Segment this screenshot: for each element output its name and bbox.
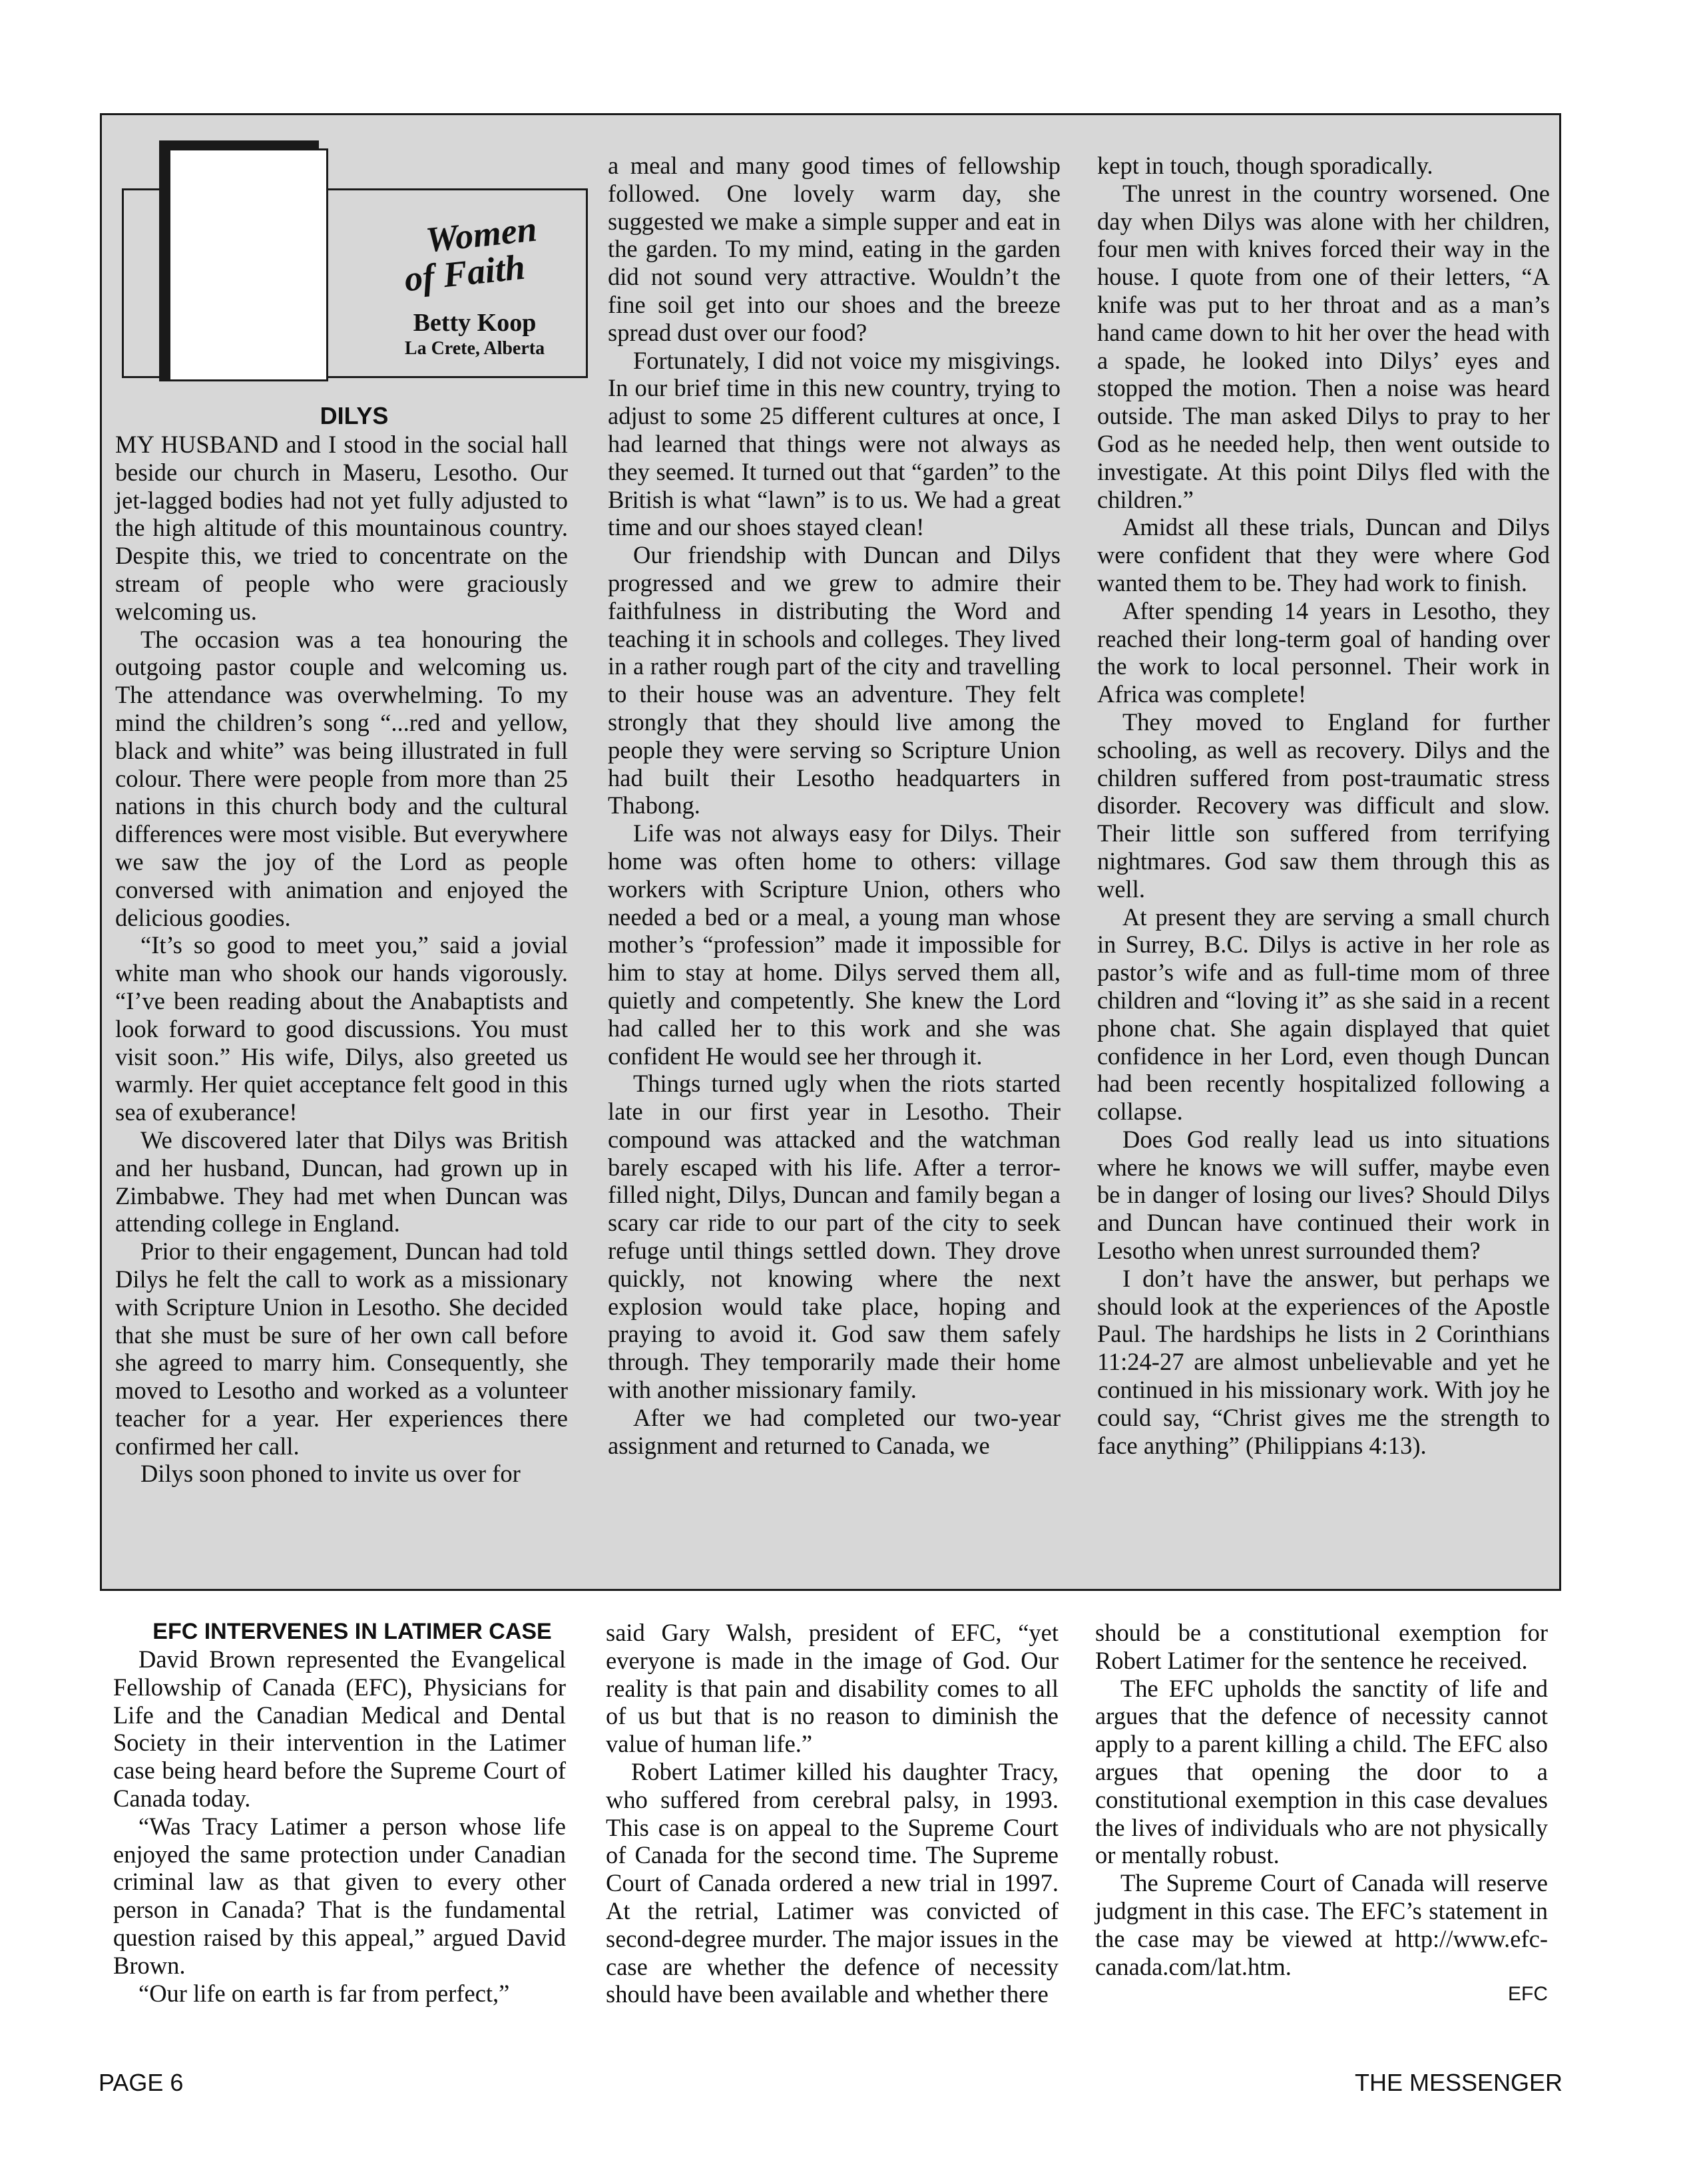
article1-column-3: [1097, 152, 1550, 1459]
lead-in-caps: MY HUSBAND: [115, 431, 279, 458]
article1-paragraph: Things turned ugly when the riots started late in our first year in Lesotho. Their compound was attacked and the watchman barely escaped with his life. After a terror-filled night, Dilys, Duncan and family began a scary car ride to our part of the city to seek refuge until things settled down. They drove quickly, not knowing where the next explosion would take place, hoping and praying to avoid it. God saw them safely through. They temporarily made their home with another missionary family.: [608, 1070, 1061, 1404]
article1-column-2: [608, 152, 1061, 1459]
article2-heading: EFC INTERVENES IN LATIMER CASE: [152, 1619, 552, 1644]
article1-heading: DILYS: [320, 402, 389, 429]
article1-paragraph: At present they are serving a small church in Surrey, B.C. Dilys is active in her role as pastor’s wife and as full-time mom of three children and “loving it” as she said in a recent phone chat. She again displayed that quiet confidence in her Lord, even though Duncan had been recently hospitalized following a collapse.: [1097, 903, 1550, 1126]
author-name: Betty Koop: [413, 309, 537, 337]
column-title: [355, 208, 595, 300]
article2-paragraph: The Supreme Court of Canada will reserve judgment in this case. The EFC’s statement in the case may be viewed at http://www.efc-canada.com/lat.htm.: [1095, 1869, 1548, 1980]
article2-paragraph: The EFC upholds the sanctity of life and argues that the defence of necessity cannot apply to a parent killing a child. The EFC also argues that opening the door to a constitutional exemption in this case devalues the lives of individuals who are not physically or mentally robust.: [1095, 1674, 1548, 1869]
article1-paragraph: I don’t have the answer, but perhaps we should look at the experiences of the Apostle Paul. The hardships he lists in 2 Corinthians 11:24-27 are almost unbelievable and yet he continued in his missionary work. With joy he could say, “Christ gives me the strength to face anything” (Philippians 4:13).: [1097, 1264, 1550, 1459]
article2-signoff: EFC: [1508, 1983, 1548, 2006]
article1-paragraph: “It’s so good to meet you,” said a jovial white man who shook our hands vigorously. “I’ve been reading about the Anabaptists and look forward to good discussions. You must visit soon.” His wife, Dilys, also greeted us warmly. Her quiet acceptance felt good in this sea of exuberance!: [115, 931, 568, 1126]
article2-column-3: [1095, 1619, 1548, 2008]
article2-paragraph: said Gary Walsh, president of EFC, “yet everyone is made in the image of God. Our reality is that pain and disability comes to all of us but that is no reason to diminish the value of human life.”: [606, 1619, 1059, 1758]
article2-paragraph: “Our life on earth is far from perfect,”: [138, 1979, 510, 2007]
article1-paragraph: The occasion was a tea honouring the outgoing pastor couple and welcoming us. The attendance was overwhelming. To my mind the children’s song “...red and yellow, black and white” was being illustrated in full colour. There were people from more than 25 nations in this church body and the cultural differences were most visible. But everywhere we saw the joy of the Lord as people conversed with animation and enjoyed the delicious goodies.: [115, 625, 568, 931]
article1-paragraph: Dilys soon phoned to invite us over for: [140, 1460, 521, 1488]
article1-paragraph: MY HUSBAND and I stood in the social hall beside our church in Maseru, Lesotho. Our jet-lagged bodies had not yet fully adjusted to the high altitude of this mountainous country. Despite this, we tried to concentrate on the stream of people who were graciously welcoming us.: [115, 431, 568, 625]
article1-paragraph: kept in touch, though sporadically.: [1097, 152, 1433, 179]
article1-paragraph: After we had completed our two-year assignment and returned to Canada, we: [608, 1403, 1061, 1459]
article1-paragraph: Our friendship with Duncan and Dilys progressed and we grew to admire their faithfulness in distributing the Word and teaching it in schools and colleges. They lived in a rather rough part of the city and travelling to their house was an adventure. They felt strongly that they should live among the people they were serving so Scripture Union had built their Lesotho headquarters in Thabong.: [608, 541, 1061, 819]
article1-paragraph: Does God really lead us into situations where he knows we will suffer, maybe even be in danger of losing our lives? Should Dilys and Duncan have continued their work in Lesotho when unrest surrounded them?: [1097, 1125, 1550, 1265]
author-byline: [355, 308, 595, 360]
author-location: La Crete, Alberta: [404, 338, 545, 359]
publication-name: THE MESSENGER: [1354, 2069, 1562, 2096]
article1-paragraph: Amidst all these trials, Duncan and Dilys were confident that they were where God wanted them to be. They had work to finish.: [1097, 513, 1550, 596]
feature-box: [100, 113, 1561, 1591]
article2-paragraph: “Was Tracy Latimer a person whose life enjoyed the same protection under Canadian criminal law as that given to every other person in Canada? That is the fundamental question raised by this appeal,” argued David Brown.: [113, 1812, 566, 1979]
article1-paragraph: a meal and many good times of fellowship followed. One lovely warm day, she suggested we make a simple supper and eat in the garden. To my mind, eating in the garden did not sound very attractive. Wouldn’t the fine soil get into our shoes and the breeze spread dust over our food?: [608, 152, 1061, 346]
page-number: PAGE 6: [99, 2069, 184, 2096]
author-photo-placeholder: [168, 148, 328, 381]
article1-paragraph: Life was not always easy for Dilys. Their home was often home to others: village workers with Scripture Union, others who needed a bed or a meal, a young man whose mother’s “profession” made it impossible for him to stay at home. Dilys served them all, quietly and competently. She knew the Lord had called her to this work and she was confident He would see her through it.: [608, 819, 1061, 1070]
article1-paragraph: After spending 14 years in Lesotho, they reached their long-term goal of handing over the work to local personnel. Their work in Africa was complete!: [1097, 596, 1550, 708]
article2-paragraph: should be a constitutional exemption for Robert Latimer for the sentence he received.: [1095, 1619, 1548, 1674]
article1-paragraph: They moved to England for further schooling, as well as recovery. Dilys and the children suffered from post-traumatic stress disorder. Recovery was difficult and slow. Their little son suffered from terrifying nightmares. God saw them through this as well.: [1097, 708, 1550, 903]
article2-paragraph: David Brown represented the Evangelical Fellowship of Canada (EFC), Physicians for Life and the Canadian Medical and Dental Society in their intervention in the Latimer case being heard before the Supreme Court of Canada today.: [113, 1645, 566, 1812]
article2-paragraph: Robert Latimer killed his daughter Tracy, who suffered from cerebral palsy, in 1993. This case is on appeal to the Supreme Court of Canada for the second time. The Supreme Court of Canada ordered a new trial in 1997. At the retrial, Latimer was convicted of second-degree murder. The major issues in the case are whether the defence of necessity should have been available and whether there: [606, 1757, 1059, 2008]
article1-column-1: [115, 401, 568, 1488]
article1-paragraph: The unrest in the country worsened. One day when Dilys was alone with her children, four men with knives forced their way in the house. I quote from one of their letters, “A knife was put to her throat and as a man’s hand came down to hit her over the head with a spade, he looked into Dilys’ eyes and stopped the motion. Then a noise was heard outside. The man asked Dilys to pray to her God as he needed help, then went outside to investigate. At this point Dilys fled with the children.”: [1097, 179, 1550, 513]
article2-column-2: [606, 1619, 1059, 2008]
article2-column-1: [113, 1618, 566, 2007]
article1-paragraph: Fortunately, I did not voice my misgivings. In our brief time in this new country, trying to adjust to some 25 different cultures at once, I had learned that things were not always as they seemed. It turned out that “garden” to the British is what “lawn” is to us. We had a great time and our shoes stayed clean!: [608, 346, 1061, 541]
column-title-line1: Women: [423, 208, 539, 260]
article1-paragraph: Prior to their engagement, Duncan had told Dilys he felt the call to work as a missionary with Scripture Union in Lesotho. She decided that she must be sure of her own call before she agreed to marry him. Consequently, she moved to Lesotho and worked as a volunteer teacher for a year. Her experiences there confirmed her call.: [115, 1237, 568, 1460]
column-title-line2: of Faith: [402, 246, 527, 300]
article1-paragraph: We discovered later that Dilys was British and her husband, Duncan, had grown up in Zimbabwe. They had met when Duncan was attending college in England.: [115, 1126, 568, 1237]
